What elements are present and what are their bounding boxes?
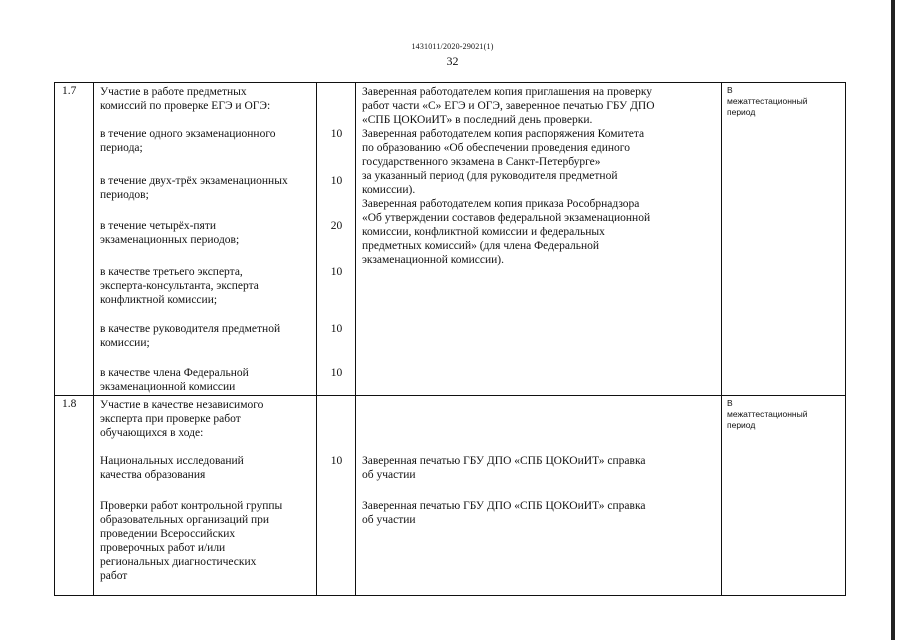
document-line: Заверенная работодателем копия приглашения на проверку	[362, 86, 653, 98]
row-number: 1.8	[55, 396, 94, 596]
criterion-item-line: экзаменационных периодов;	[100, 234, 240, 246]
period-cell	[722, 396, 846, 596]
document-line: государственного экзамена в Санкт-Петербурге»	[362, 156, 601, 168]
points-value: 10	[330, 323, 343, 335]
document-line: предметных комиссий» (для члена Федеральной	[362, 240, 600, 252]
document-line: по образованию «Об обеспечении проведения единого	[362, 142, 630, 154]
criterion-item-line: периодов;	[100, 189, 149, 201]
points-value: 10	[330, 128, 343, 140]
document-line: Заверенная печатью ГБУ ДПО «СПБ ЦОКОиИТ» справка	[362, 455, 646, 467]
documents-cell	[356, 396, 722, 596]
document-line: об участии	[362, 469, 416, 481]
document-line: «Об утверждении составов федеральной экзаменационной	[362, 212, 651, 224]
criteria-table	[54, 82, 846, 596]
criterion-item-line: образовательных организаций при	[100, 514, 270, 526]
criterion-item-line: проверочных работ и/или	[100, 542, 226, 554]
page-number: 32	[446, 54, 459, 68]
criterion-title-line: Участие в работе предметных	[100, 86, 247, 98]
document-line: за указанный период (для руководителя предметной	[362, 170, 618, 182]
criterion-item-line: эксперта-консультанта, эксперта	[100, 280, 259, 292]
criterion-item-line: в течение одного экзаменационного	[100, 128, 276, 140]
criterion-item-line: Национальных исследований	[100, 455, 244, 467]
scan-edge-border	[891, 0, 895, 640]
document-line: комиссии).	[362, 184, 416, 196]
criterion-item-line: экзаменационной комиссии	[100, 381, 236, 393]
criterion-item-line: проведении Всероссийских	[100, 528, 236, 540]
criterion-cell	[94, 396, 317, 596]
table-row-1-8	[55, 396, 846, 596]
period-line: В	[727, 398, 733, 408]
criterion-item-line: в течение двух-трёх экзаменационных	[100, 175, 288, 187]
document-line: экзаменационной комиссии).	[362, 254, 504, 266]
document-line: Заверенная работодателем копия приказа Рособрнадзора	[362, 198, 640, 210]
points-value: 20	[330, 220, 343, 232]
criterion-item-line: Проверки работ контрольной группы	[100, 500, 283, 512]
criterion-item-line: в течение четырёх-пяти	[100, 220, 217, 232]
points-cell	[317, 396, 356, 596]
document-id: 1431011/2020-29021(1)	[411, 42, 494, 51]
criterion-item-line: комиссии;	[100, 337, 150, 349]
document-line: «СПБ ЦОКОиИТ» в последний день проверки.	[362, 114, 593, 126]
criterion-title-line: комиссий по проверке ЕГЭ и ОГЭ:	[100, 100, 271, 112]
document-line: об участии	[362, 514, 416, 526]
document-line: Заверенная печатью ГБУ ДПО «СПБ ЦОКОиИТ» справка	[362, 500, 646, 512]
criterion-item-line: в качестве члена Федеральной	[100, 367, 249, 379]
period-line: период	[727, 107, 756, 117]
period-line: межаттестационный	[727, 96, 808, 106]
criterion-item-line: конфликтной комиссии;	[100, 294, 218, 306]
document-line: комиссии, конфликтной комиссии и федеральных	[362, 226, 605, 238]
document-line: работ части «С» ЕГЭ и ОГЭ, заверенное печатью ГБУ ДПО	[362, 100, 655, 112]
row-number: 1.7	[55, 83, 94, 396]
criterion-title-line: обучающихся в ходе:	[100, 427, 204, 439]
period-line: В	[727, 85, 733, 95]
criterion-title-line: Участие в качестве независимого	[100, 399, 264, 411]
table-row-1-7	[55, 83, 846, 396]
criterion-item-line: региональных диагностических	[100, 556, 257, 568]
criterion-item-line: в качестве руководителя предметной	[100, 323, 281, 335]
period-cell	[722, 83, 846, 396]
criterion-item-line: периода;	[100, 142, 143, 154]
period-line: период	[727, 420, 756, 430]
document-line: Заверенная работодателем копия распоряжения Комитета	[362, 128, 645, 140]
criterion-item-line: работ	[100, 570, 128, 582]
criterion-cell	[94, 83, 317, 396]
criterion-title-line: эксперта при проверке работ	[100, 413, 241, 425]
criterion-item-line: качества образования	[100, 469, 206, 481]
points-value: 10	[330, 367, 343, 379]
period-line: межаттестационный	[727, 409, 808, 419]
points-value: 10	[330, 175, 343, 187]
points-value: 10	[330, 455, 343, 467]
points-value: 10	[330, 266, 343, 278]
criterion-item-line: в качестве третьего эксперта,	[100, 266, 243, 278]
documents-cell	[356, 83, 722, 396]
points-cell	[317, 83, 356, 396]
